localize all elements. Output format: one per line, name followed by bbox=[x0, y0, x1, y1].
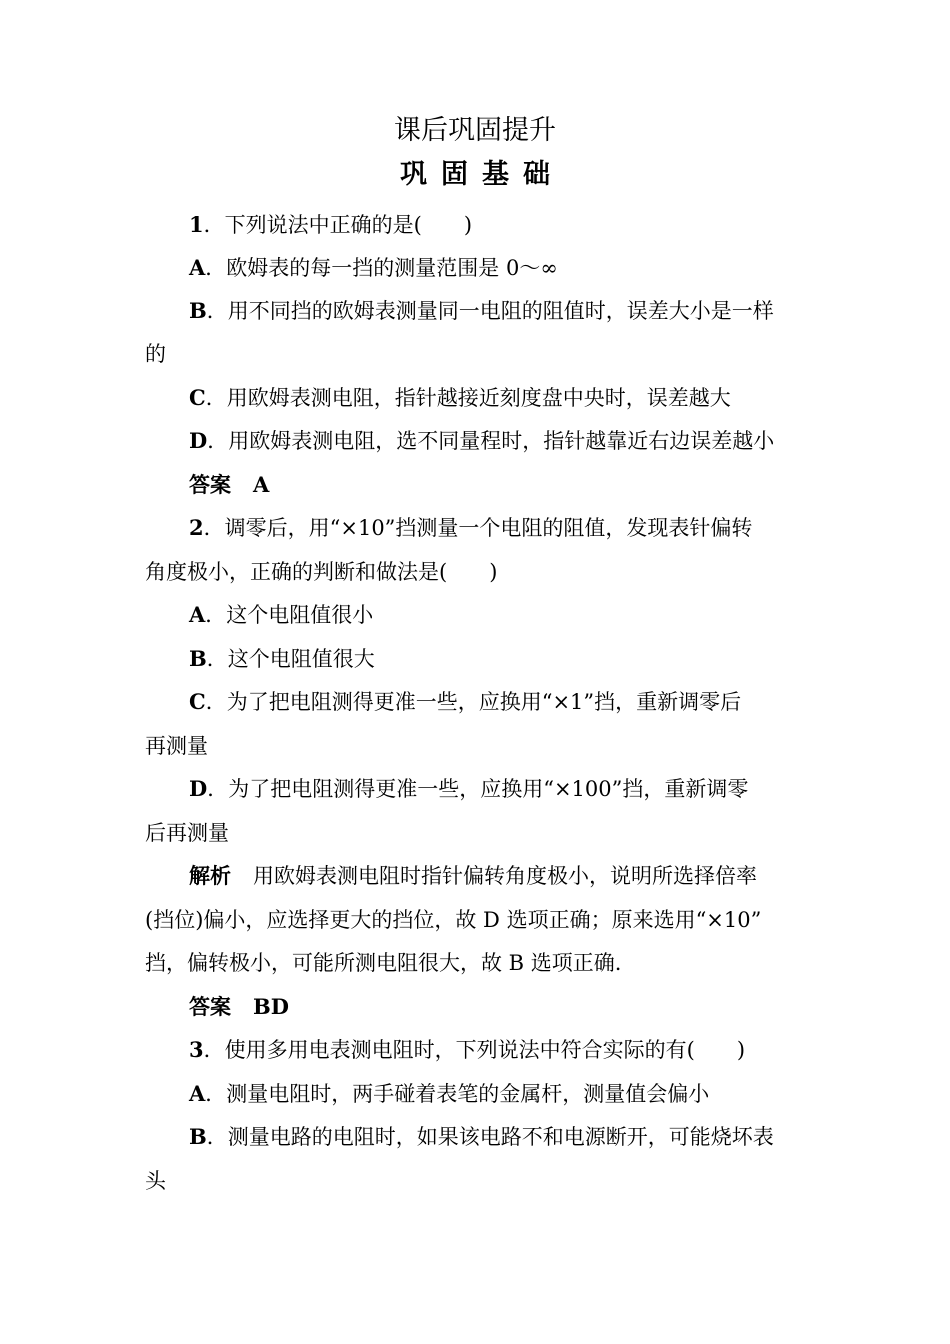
option-letter: B bbox=[189, 646, 207, 671]
option-letter: B bbox=[189, 298, 207, 323]
page-title: 课后巩固提升 bbox=[394, 115, 556, 146]
option-letter: B bbox=[189, 1124, 207, 1149]
analysis-label: 解析 bbox=[189, 864, 231, 888]
question-2-option-c bbox=[189, 687, 810, 717]
option-text: ．测量电路的电阻时，如果该电路不和电源断开，可能烧坏表 bbox=[206, 1125, 774, 1149]
option-letter: D bbox=[189, 776, 208, 801]
option-letter: C bbox=[189, 689, 206, 714]
option-text: ．这个电阻值很大 bbox=[206, 647, 375, 671]
question-2-option-c-continuation: 再测量 bbox=[145, 734, 208, 758]
question-2-option-b bbox=[189, 644, 810, 674]
question-2-stem-continuation: 角度极小，正确的判断和做法是( ) bbox=[145, 560, 498, 584]
answer-label: 答案 bbox=[189, 995, 231, 1019]
question-3-option-b bbox=[189, 1122, 810, 1152]
option-text: ．为了把电阻测得更准一些，应换用“×100”挡，重新调零 bbox=[207, 777, 749, 801]
question-3-option-a bbox=[189, 1079, 810, 1109]
question-text: ．调零后，用“×10”挡测量一个电阻的阻值，发现表针偏转 bbox=[203, 516, 753, 540]
option-text: ．欧姆表的每一挡的测量范围是 0～∞ bbox=[205, 256, 558, 280]
question-2-analysis-line-2: (挡位)偏小，应选择更大的挡位，故 D 选项正确；原来选用“×10” bbox=[145, 908, 762, 932]
option-text: ．用欧姆表测电阻，指针越接近刻度盘中央时，误差越大 bbox=[205, 386, 731, 410]
option-letter: A bbox=[189, 602, 206, 627]
question-2-answer bbox=[189, 992, 810, 1022]
question-1-answer bbox=[189, 470, 810, 500]
question-1-option-a bbox=[189, 253, 810, 283]
question-1-option-c bbox=[189, 383, 810, 413]
option-letter: D bbox=[189, 428, 208, 453]
question-text: ．使用多用电表测电阻时，下列说法中符合实际的有( ) bbox=[203, 1038, 746, 1062]
question-number: 1 bbox=[189, 212, 204, 237]
question-3-stem bbox=[189, 1035, 810, 1065]
answer-value: BD bbox=[253, 994, 289, 1019]
option-text: ．用欧姆表测电阻，选不同量程时，指针越靠近右边误差越小 bbox=[207, 429, 775, 453]
question-2-option-d bbox=[189, 774, 810, 804]
question-number: 3 bbox=[189, 1037, 204, 1062]
question-3-option-b-continuation: 头 bbox=[145, 1169, 166, 1193]
question-text: ．下列说法中正确的是( ) bbox=[203, 213, 473, 237]
option-letter: C bbox=[189, 385, 206, 410]
option-text: ．测量电阻时，两手碰着表笔的金属杆，测量值会偏小 bbox=[205, 1082, 710, 1106]
option-text: ．这个电阻值很小 bbox=[205, 603, 374, 627]
question-2-option-d-continuation: 后再测量 bbox=[145, 821, 229, 845]
question-1-stem bbox=[189, 210, 810, 240]
option-text: ．为了把电阻测得更准一些，应换用“×1”挡，重新调零后 bbox=[205, 690, 742, 714]
question-1-option-b-continuation: 的 bbox=[145, 342, 166, 366]
question-2-option-a bbox=[189, 600, 810, 630]
question-2-stem bbox=[189, 513, 810, 543]
option-letter: A bbox=[189, 255, 206, 280]
answer-label: 答案 bbox=[189, 473, 231, 497]
question-number: 2 bbox=[189, 515, 204, 540]
question-2-analysis bbox=[189, 861, 810, 891]
analysis-text: 用欧姆表测电阻时指针偏转角度极小，说明所选择倍率 bbox=[253, 864, 757, 888]
option-text: ．用不同挡的欧姆表测量同一电阻的阻值时，误差大小是一样 bbox=[206, 299, 774, 323]
answer-value: A bbox=[253, 472, 270, 497]
question-1-option-b bbox=[189, 296, 810, 326]
section-title: 巩固基础 bbox=[400, 159, 564, 190]
question-1-option-d bbox=[189, 426, 810, 456]
option-letter: A bbox=[189, 1081, 206, 1106]
question-2-analysis-line-3: 挡，偏转极小，可能所测电阻很大，故 B 选项正确. bbox=[145, 951, 622, 975]
